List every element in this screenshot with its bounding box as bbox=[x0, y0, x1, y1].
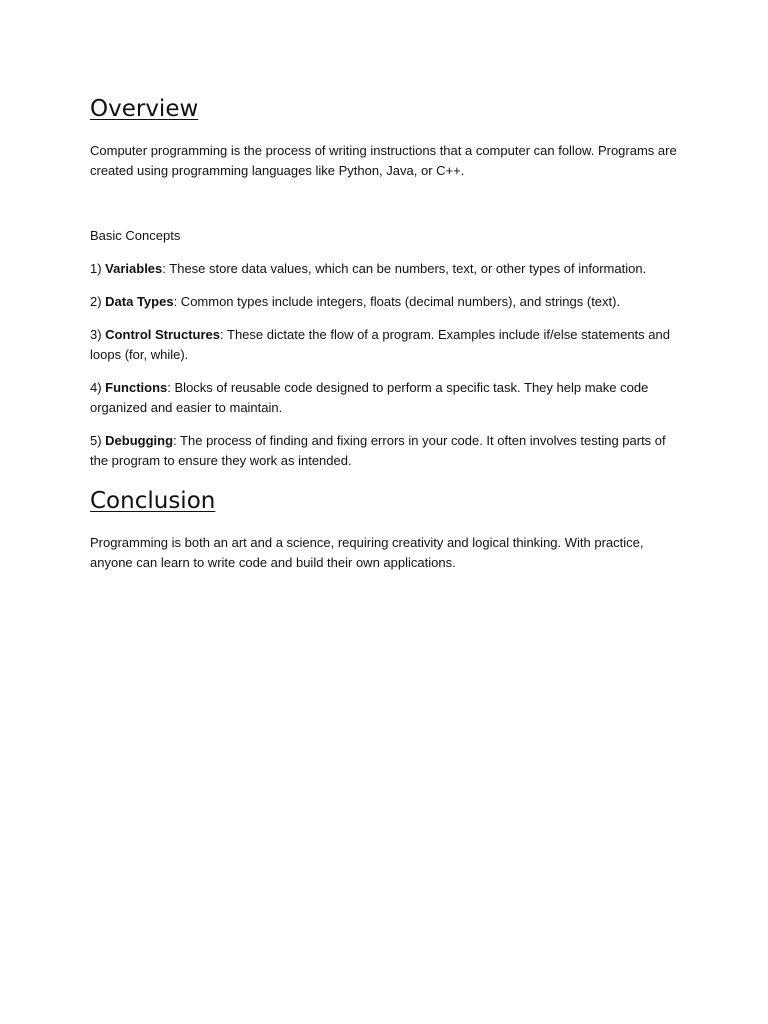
concept-text: : These dictate the flow of a program. Examples include if/else statements and loops (for, while). bbox=[90, 327, 670, 362]
concept-term: Debugging bbox=[105, 433, 174, 448]
concept-item-variables bbox=[90, 259, 680, 279]
basic-concepts-heading: Basic Concepts bbox=[90, 228, 181, 243]
overview-paragraph: Computer programming is the process of writing instructions that a computer can follow. Programs are created using programming languages like Python, Java, or C++. bbox=[90, 143, 677, 178]
concept-number: 4) bbox=[90, 380, 106, 395]
concept-number: 2) bbox=[90, 294, 106, 309]
concept-term: Variables bbox=[105, 261, 163, 276]
concept-item-control-structures bbox=[90, 325, 680, 365]
document-page bbox=[90, 94, 680, 573]
concept-item-functions bbox=[90, 378, 680, 418]
concept-item-debugging bbox=[90, 431, 680, 471]
concept-term: Data Types bbox=[105, 294, 174, 309]
overview-heading: Overview bbox=[90, 96, 199, 122]
conclusion-paragraph: Programming is both an art and a science, requiring creativity and logical thinking. With practice, anyone can learn to write code and build their own applications. bbox=[90, 535, 644, 570]
concept-term: Control Structures bbox=[105, 327, 221, 342]
concept-text: : The process of finding and fixing errors in your code. It often involves testing parts of the program to ensure they work as intended. bbox=[90, 433, 666, 468]
concept-number: 1) bbox=[90, 261, 106, 276]
concept-number: 5) bbox=[90, 433, 106, 448]
concept-text: : Common types include integers, floats (decimal numbers), and strings (text). bbox=[173, 294, 621, 309]
concept-number: 3) bbox=[90, 327, 106, 342]
concept-text: : Blocks of reusable code designed to perform a specific task. They help make code organized and easier to maintain. bbox=[90, 380, 649, 415]
concept-text: : These store data values, which can be numbers, text, or other types of information. bbox=[162, 261, 647, 276]
concept-term: Functions bbox=[105, 380, 168, 395]
conclusion-heading: Conclusion bbox=[90, 488, 216, 514]
concept-item-data-types bbox=[90, 292, 680, 312]
